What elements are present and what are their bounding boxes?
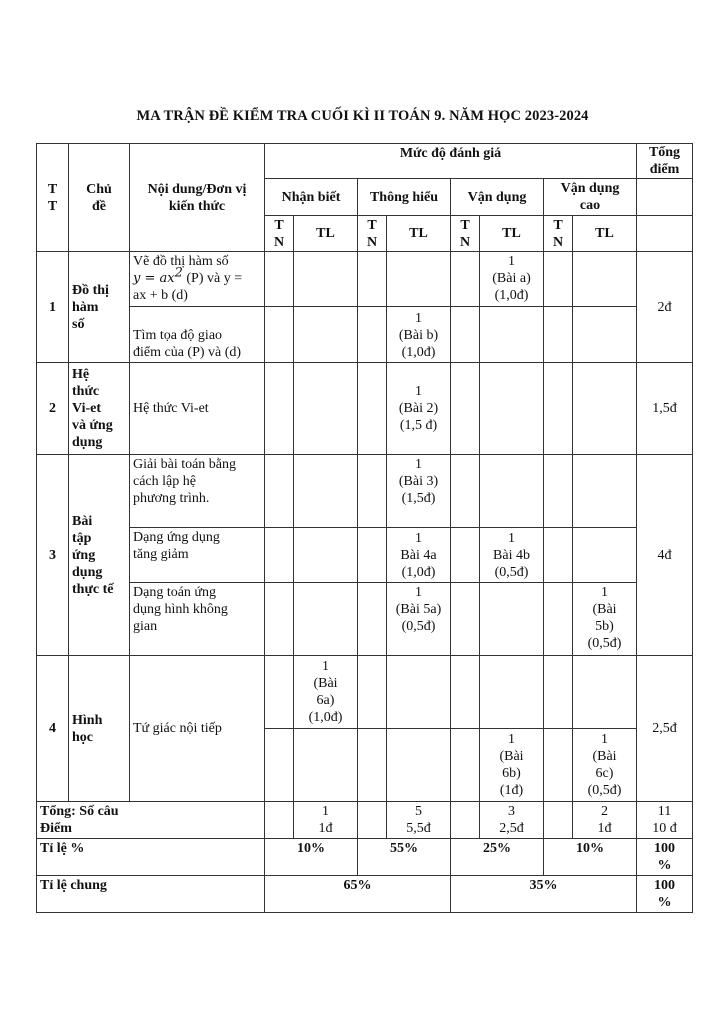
empty-cell [387, 729, 451, 802]
topic-name: Hệ thức Vi-et và ứng dụng [69, 363, 130, 455]
empty-cell [480, 363, 544, 455]
col-header-van-dung-cao: Vận dụng cao [544, 179, 637, 216]
summary-th: 5 5,5đ [387, 802, 451, 839]
content-cell: Hệ thức Vi-et [130, 363, 265, 455]
content-cell: Dạng ứng dụng tăng giảm [130, 528, 265, 583]
empty-cell [265, 729, 294, 802]
empty-cell [451, 252, 480, 307]
empty-cell [358, 528, 387, 583]
content-cell: Giải bài toán bằng cách lập hệ phương trình. [130, 455, 265, 528]
score-cell: 1 (Bài a) (1,0đ) [480, 252, 544, 307]
ratio-general-label: Tỉ lệ chung [37, 876, 265, 913]
empty-cell [358, 307, 387, 363]
empty-cell [544, 528, 573, 583]
col-header-noi-dung: Nội dung/Đơn vị kiến thức [130, 144, 265, 252]
col-header-vd-tn: T N [451, 216, 480, 252]
empty-cell [358, 729, 387, 802]
col-header-th-tl: TL [387, 216, 451, 252]
formula-text: y = ax [133, 271, 175, 286]
topic-name: Đồ thị hàm số [69, 252, 130, 363]
empty-cell [358, 252, 387, 307]
ratio-vd: 25% [451, 839, 544, 876]
row-number: 2 [37, 363, 69, 455]
empty-cell [358, 656, 387, 729]
empty-cell [544, 729, 573, 802]
score-cell: 1 Bài 4b (0,5đ) [480, 528, 544, 583]
col-header-tong-diem: Tổng điểm [637, 144, 693, 179]
summary-label: Tổng: Số câu Điểm [37, 802, 265, 839]
assessment-matrix-table [36, 143, 693, 913]
table-row [37, 656, 693, 729]
col-header-nb-tl: TL [294, 216, 358, 252]
col-header-vd-tl: TL [480, 216, 544, 252]
empty-cell [294, 252, 358, 307]
empty-cell [480, 583, 544, 656]
topic-total: 4đ [637, 455, 693, 656]
row-number: 3 [37, 455, 69, 656]
empty-cell [265, 528, 294, 583]
summary-nb: 1 1đ [294, 802, 358, 839]
col-header-thong-hieu: Thông hiểu [358, 179, 451, 216]
empty-cell [637, 179, 693, 216]
empty-cell [451, 656, 480, 729]
page-title: MA TRẬN ĐỀ KIỂM TRA CUỐI KÌ II TOÁN 9. NĂM HỌC 2023-2024 [136, 108, 589, 124]
empty-cell [544, 802, 573, 839]
col-header-nhan-biet: Nhận biết [265, 179, 358, 216]
ratio-vdc: 10% [544, 839, 637, 876]
formula-exponent: 2 [174, 265, 183, 281]
empty-cell [480, 455, 544, 528]
content-text: Vẽ đồ thị hàm số [133, 254, 229, 269]
header-row-1 [37, 144, 693, 179]
topic-name: Hình học [69, 656, 130, 802]
empty-cell [573, 252, 637, 307]
col-header-chu-de: Chủ đề [69, 144, 130, 252]
content-cell: Tứ giác nội tiếp [130, 656, 265, 802]
empty-cell [294, 363, 358, 455]
score-cell: 1 (Bài 5a) (0,5đ) [387, 583, 451, 656]
score-cell: 1 (Bài 5b) (0,5đ) [573, 583, 637, 656]
empty-cell [544, 307, 573, 363]
content-cell [130, 252, 265, 307]
table-row [37, 455, 693, 528]
table-row [37, 363, 693, 455]
empty-cell [573, 455, 637, 528]
table-row [37, 307, 693, 363]
col-header-nb-tn: T N [265, 216, 294, 252]
empty-cell [451, 583, 480, 656]
score-cell: 1 (Bài 6b) (1đ) [480, 729, 544, 802]
empty-cell [480, 656, 544, 729]
empty-cell [573, 307, 637, 363]
score-cell: 1 (Bài 2) (1,5 đ) [387, 363, 451, 455]
summary-vd: 3 2,5đ [480, 802, 544, 839]
empty-cell [358, 363, 387, 455]
ratio-general-total: 100 % [637, 876, 693, 913]
col-header-muc-do: Mức độ đánh giá [265, 144, 637, 179]
content-cell: Dạng toán ứng dụng hình không gian [130, 583, 265, 656]
ratio-general-low: 65% [265, 876, 451, 913]
ratio-row [37, 839, 693, 876]
empty-cell [265, 363, 294, 455]
empty-cell [573, 528, 637, 583]
empty-cell [358, 583, 387, 656]
empty-cell [637, 216, 693, 252]
col-header-tt: T T [37, 144, 69, 252]
empty-cell [265, 802, 294, 839]
empty-cell [294, 307, 358, 363]
topic-name: Bài tập ứng dụng thực tế [69, 455, 130, 656]
empty-cell [358, 455, 387, 528]
empty-cell [544, 656, 573, 729]
score-cell: 1 Bài 4a (1,0đ) [387, 528, 451, 583]
empty-cell [573, 656, 637, 729]
ratio-label: Tỉ lệ % [37, 839, 265, 876]
summary-row [37, 802, 693, 839]
col-header-van-dung: Vận dụng [451, 179, 544, 216]
table-row [37, 583, 693, 656]
table-row [37, 252, 693, 307]
score-cell: 1 (Bài 6a) (1,0đ) [294, 656, 358, 729]
col-header-vdc-tl: TL [573, 216, 637, 252]
summary-total: 11 10 đ [637, 802, 693, 839]
summary-vdc: 2 1đ [573, 802, 637, 839]
empty-cell [294, 729, 358, 802]
empty-cell [265, 307, 294, 363]
score-cell: 1 (Bài b) (1,0đ) [387, 307, 451, 363]
empty-cell [451, 729, 480, 802]
empty-cell [294, 455, 358, 528]
empty-cell [265, 656, 294, 729]
empty-cell [573, 363, 637, 455]
topic-total: 2đ [637, 252, 693, 363]
score-cell: 1 (Bài 6c) (0,5đ) [573, 729, 637, 802]
topic-total: 2,5đ [637, 656, 693, 802]
empty-cell [451, 802, 480, 839]
score-cell: 1 (Bài 3) (1,5đ) [387, 455, 451, 528]
content-cell: Tìm tọa độ giao điểm của (P) và (d) [130, 307, 265, 363]
empty-cell [265, 252, 294, 307]
empty-cell [387, 656, 451, 729]
empty-cell [451, 307, 480, 363]
ratio-total: 100 % [637, 839, 693, 876]
empty-cell [544, 363, 573, 455]
empty-cell [480, 307, 544, 363]
row-number: 1 [37, 252, 69, 363]
empty-cell [451, 363, 480, 455]
ratio-general-high: 35% [451, 876, 637, 913]
ratio-th: 55% [358, 839, 451, 876]
empty-cell [265, 455, 294, 528]
col-header-th-tn: T N [358, 216, 387, 252]
topic-total: 1,5đ [637, 363, 693, 455]
row-number: 4 [37, 656, 69, 802]
ratio-nb: 10% [265, 839, 358, 876]
empty-cell [451, 528, 480, 583]
col-header-vdc-tn: T N [544, 216, 573, 252]
empty-cell [358, 802, 387, 839]
empty-cell [544, 252, 573, 307]
table-row [37, 528, 693, 583]
content-text: (P) và y = ax + b (d) [133, 271, 243, 303]
empty-cell [544, 455, 573, 528]
empty-cell [544, 583, 573, 656]
empty-cell [387, 252, 451, 307]
ratio-general-row [37, 876, 693, 913]
empty-cell [451, 455, 480, 528]
empty-cell [294, 528, 358, 583]
empty-cell [265, 583, 294, 656]
empty-cell [294, 583, 358, 656]
